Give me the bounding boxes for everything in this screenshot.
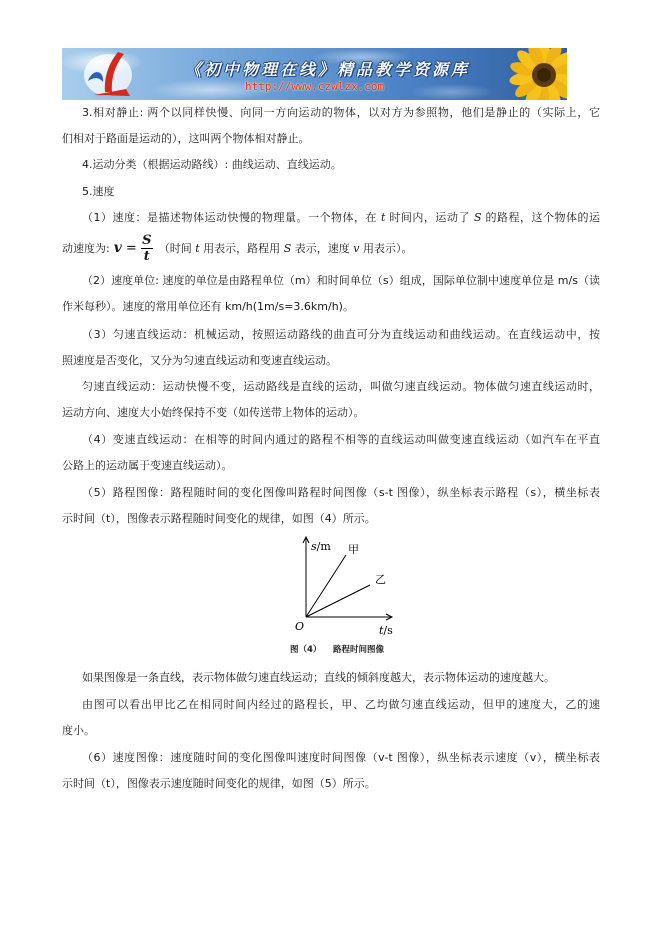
text-segment: 用表示，路程用 xyxy=(199,242,284,255)
fraction-numerator: S xyxy=(142,232,152,248)
time-variable: t xyxy=(195,242,200,255)
st-graph-line-1: （5）路程图像：路程随时间的变化图像叫路程时间图像（s-t 图像），纵坐标表示路程（s），横坐标表 xyxy=(82,486,600,499)
text-segment: （时间 xyxy=(158,242,196,255)
distance-variable: S xyxy=(283,242,292,255)
variable-motion-line-2: 公路上的运动属于变速直线运动）。 xyxy=(62,459,233,472)
figure-caption-title: 路程时间图像 xyxy=(333,645,385,655)
uniform-motion-intro-line-2: 照速度是否变化，又分为匀速直线运动和变速直线运动。 xyxy=(62,354,337,367)
text-segment: 的路程，这个物体的运 xyxy=(481,211,600,224)
speed-unit-line-2: 作米每秒）。速度的常用单位还有 km/h(1m/s=3.6km/h)。 xyxy=(62,300,354,313)
vt-graph-line-1: （6）速度图像：速度随时间的变化图像叫速度时间图像（v-t 图像），纵坐标表示速度（v），横坐标表 xyxy=(82,751,600,764)
speed-heading: 5.速度 xyxy=(82,185,115,198)
vt-graph-line-2: 示时间（t），图像表示速度随时间变化的规律，如图（5）所示。 xyxy=(62,777,376,790)
banner-url: http://www.czwlzx.com xyxy=(245,80,385,93)
formula-note xyxy=(159,240,413,256)
line-yi xyxy=(306,585,370,617)
fraction-denominator: t xyxy=(143,248,150,264)
y-axis-variable: s xyxy=(311,540,317,553)
line-yi-label: 乙 xyxy=(375,573,386,586)
figure-caption-number: 图（4） xyxy=(290,645,322,655)
straight-line-note: 如果图像是一条直线，表示物体做匀速直线运动；直线的倾斜度越大，表示物体运动的速度越大。 xyxy=(82,671,555,684)
line-jia xyxy=(306,555,346,617)
formula-fraction xyxy=(141,234,153,263)
relative-rest-line-2: 们相对于路面是运动的），这叫两个物体相对静止。 xyxy=(62,132,310,145)
speed-unit-line-1: （2）速度单位: 速度的单位是由路程单位（m）和时间单位（s）组成，国际单位制中速度单位是 m/s（读 xyxy=(82,274,600,287)
speed-definition-line-1 xyxy=(82,210,600,226)
variable-motion-line-1: （4）变速直线运动：在相等的时间内通过的路程不相等的直线运动叫做变速直线运动（如汽车在平直 xyxy=(82,433,600,446)
formula-velocity: v xyxy=(113,240,122,256)
comparison-line-1: 由图可以看出甲比乙在相同时间内经过的路程长，甲、乙均做匀速直线运动，但甲的速度大，乙的速 xyxy=(82,698,600,711)
uniform-motion-def-line-2: 运动方向、速度大小始终保持不变（如传送带上物体的运动）。 xyxy=(62,406,365,419)
time-variable: t xyxy=(381,211,386,224)
banner-title: 《初中物理在线》精品教学资源库 xyxy=(185,60,471,79)
relative-rest-line-1: 3.相对静止: 两个以同样快慢、向同一方向运动的物体，以对方为参照物，他们是静止的（实际上，它 xyxy=(82,106,600,119)
comparison-line-2: 度小。 xyxy=(62,724,95,737)
origin-label: O xyxy=(295,620,305,633)
site-logo-icon xyxy=(82,49,138,99)
sunflower-petals xyxy=(508,48,567,100)
sunflower-icon xyxy=(508,48,567,100)
text-segment: 时间内，运动了 xyxy=(385,211,474,224)
formula-equals: = xyxy=(125,240,137,256)
uniform-motion-def-line-1: 匀速直线运动：运动快慢不变，运动路线是直线的运动，叫做匀速直线运动。物体做匀速直线运动时， xyxy=(82,380,600,393)
header-banner xyxy=(62,48,567,100)
x-axis-variable: t xyxy=(379,624,384,637)
distance-variable: S xyxy=(473,211,482,224)
distance-time-graph xyxy=(280,528,410,640)
text-segment: （1）速度：是描述物体运动快慢的物理量。一个物体，在 xyxy=(82,211,382,224)
text-segment: 动速度为: xyxy=(62,242,110,255)
text-segment: 表示，速度 xyxy=(291,242,354,255)
uniform-motion-intro-line-1: （3）匀速直线运动：机械运动，按照运动路线的曲直可分为直线运动和曲线运动。在直线运动中，按 xyxy=(82,328,600,341)
text-segment: 用表示）。 xyxy=(359,242,413,255)
velocity-variable: v xyxy=(353,242,360,255)
y-axis-unit: /m xyxy=(316,540,331,553)
st-graph-line-2: 示时间（t），图像表示路程随时间变化的规律，如图（4）所示。 xyxy=(62,512,376,525)
x-axis-unit: /s xyxy=(383,624,393,637)
motion-types-line: 4.运动分类（根据运动路线）: 曲线运动、直线运动。 xyxy=(82,158,342,171)
x-axis-label xyxy=(379,624,393,637)
line-jia-label: 甲 xyxy=(348,543,359,556)
speed-formula-line xyxy=(62,232,412,264)
y-axis-label xyxy=(311,540,331,553)
